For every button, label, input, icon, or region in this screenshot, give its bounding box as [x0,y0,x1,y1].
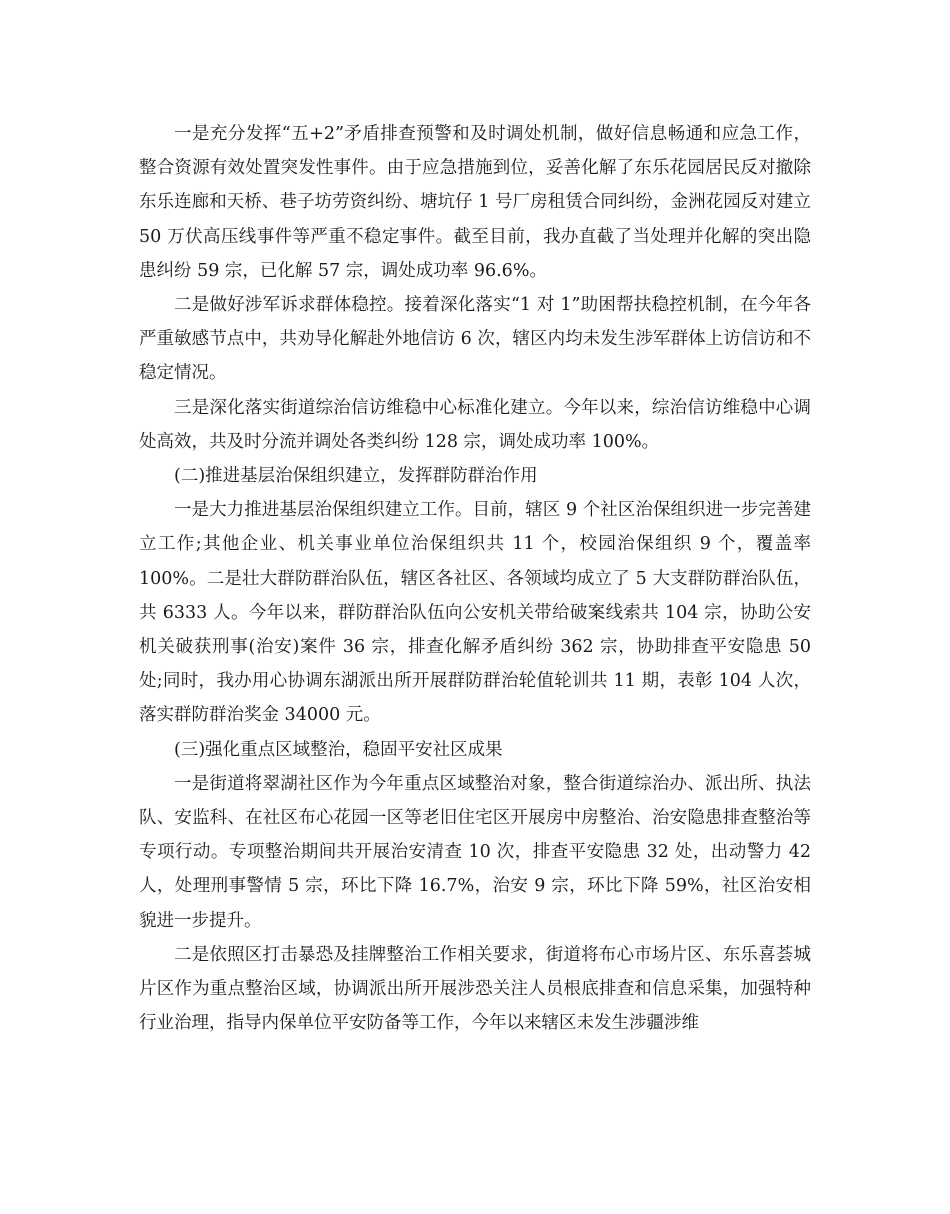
paragraph-military-petition: 二是做好涉军诉求群体稳控。接着深化落实“1 对 1”助困帮扶稳控机制，在今年各严重敏感节点中，共劝导化解赴外地信访 6 次，辖区内均未发生涉军群体上访信访和不稳定情况。 [139,295,811,384]
paragraph-stability-center: 三是深化落实街道综治信访维稳中心标准化建立。今年以来，综治信访维稳中心调处高效，共及时分流并调处各类纠纷 128 宗，调处成功率 100%。 [139,397,811,452]
paragraph-key-area-rectification: 一是街道将翠湖社区作为今年重点区域整治对象，整合街道综治办、派出所、执法队、安监科、在社区布心花园一区等老旧住宅区开展房中房整治、治安隐患排查整治等专项行动。专项整治期间共开展治安清查 10 次，排查平安隐患 32 处，出动警力 42 人，处理刑事警情 5 宗，环比下降 16.7%，治安 9 宗，环比下降 59%，社区治安相貌进一步提升。 [139,773,811,931]
document-body [139,117,811,1040]
paragraph-security-organizations: 一是大力推进基层治保组织建立工作。目前，辖区 9 个社区治保组织进一步完善建立工作;其他企业、机关事业单位治保组织共 11 个，校园治保组织 9 个，覆盖率 100%。二是壮大群防群治队伍，辖区各社区、各领域均成立了 5 大支群防群治队伍，共 6333 人。今年以来，群防群治队伍向公安机关带给破案线索共 104 宗，协助公安机关破获刑事(治安)案件 36 宗，排查化解矛盾纠纷 362 宗，协助排查平安隐患 50 处;同时，我办用心协调东湖派出所开展群防群治轮值轮训共 11 期，表彰 104 人次，落实群防群治奖金 34000 元。 [139,500,811,726]
section-heading-2: (二)推进基层治保组织建立，发挥群防群治作用 [174,466,538,487]
section-heading-3: (三)强化重点区域整治，稳固平安社区成果 [174,739,503,760]
paragraph-anti-terror-rectification: 二是依照区打击暴恐及挂牌整治工作相关要求，街道将布心市场片区、东乐喜荟城片区作为重点整治区域，协调派出所开展涉恐关注人员根底排查和信息采集，加强特种行业治理，指导内保单位平安防备等工作，今年以来辖区未发生涉疆涉维 [139,944,811,1034]
paragraph-conflict-mechanism: 一是充分发挥“五+2”矛盾排查预警和及时调处机制，做好信息畅通和应急工作，整合资源有效处置突发性事件。由于应急措施到位，妥善化解了东乐花园居民反对撤除东乐连廊和天桥、巷子坊劳资纠纷、塘坑仔 1 号厂房租赁合同纠纷，金洲花园反对建立 50 万伏高压线事件等严重不稳定事件。截至目前，我办直截了当处理并化解的突出隐患纠纷 59 宗，已化解 57 宗，调处成功率 96.6%。 [139,124,811,281]
